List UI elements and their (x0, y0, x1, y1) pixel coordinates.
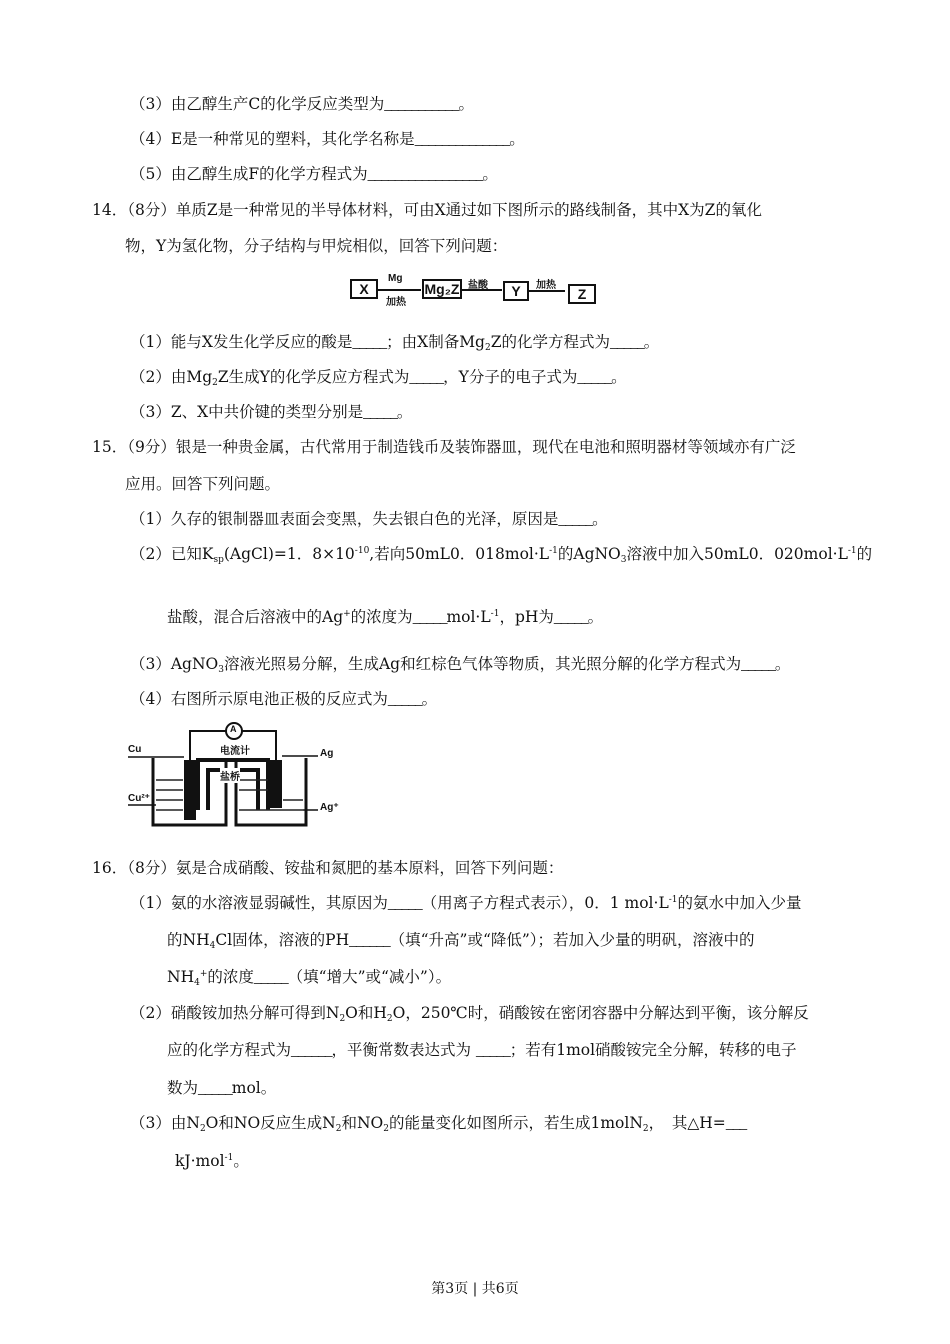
answer-blank: ______ (291, 1042, 332, 1059)
text-sub: 2 (642, 1124, 649, 1134)
text-line (167, 930, 755, 951)
text-line (167, 1040, 797, 1061)
text-line (125, 236, 507, 256)
answer-blank: _____ (558, 511, 593, 528)
text-run: 溶液中加入50mL0．020mol·L (626, 545, 848, 563)
flow-arrow (377, 289, 421, 291)
flow-edge-label: 加热 (536, 280, 556, 291)
text-sub: 2 (484, 343, 491, 353)
text-line (130, 893, 802, 914)
answer-blank: _____ (741, 656, 775, 673)
answer-blank: _____ (610, 334, 644, 351)
text-run: （填“升高”或“降低”）；若加入少量的明矾，溶液中的 (389, 931, 755, 949)
text-run: 的氨水中加入少量 (677, 894, 802, 912)
text-run: 。 (396, 403, 413, 421)
text-run: 和NO (341, 1114, 384, 1132)
ammeter-label: 电流计 (220, 746, 250, 757)
right-solution-label: Ag⁺ (320, 802, 339, 813)
text-run: O和H (345, 1004, 387, 1022)
answer-blank: _____ (475, 1042, 510, 1059)
text-run: 。 (509, 130, 525, 148)
text-run: NH (167, 968, 195, 986)
salt-bridge-label: 盐桥 (220, 768, 240, 783)
text-run: （2）已知K (130, 545, 214, 563)
answer-blank: ___________ (384, 96, 459, 113)
right-electrode-label: Ag (320, 748, 334, 759)
answer-blank: ______ (349, 932, 390, 949)
answer-blank: _____ (352, 334, 387, 351)
text-run: (AgCl)=1．8×10 (223, 545, 355, 563)
text-sup: -1 (549, 546, 558, 556)
text-run: mol·L (446, 608, 491, 626)
text-sub: 2 (339, 1014, 346, 1024)
flow-node-x: X (350, 279, 378, 299)
text-run: 应的化学方程式为 (167, 1041, 292, 1059)
text-run: 16．（8分）氨是合成硝酸、铵盐和氮肥的基本原料，回答下列问题： (92, 859, 564, 877)
text-run: O和NO反应生成N (205, 1114, 336, 1132)
text-run: ， 其△H= (648, 1114, 726, 1132)
text-line (130, 94, 474, 115)
text-sub: 3 (218, 665, 224, 675)
text-run: 的浓度为 (350, 608, 413, 626)
flow-diagram (350, 270, 610, 310)
text-line (130, 654, 790, 675)
answer-blank: _____ (553, 609, 588, 626)
text-run: ，平衡常数表达式为 (331, 1041, 476, 1059)
text-line (130, 367, 627, 388)
text-sup: -10 (354, 546, 370, 556)
text-sub: 2 (383, 1124, 389, 1134)
galvanic-cell-diagram (128, 720, 338, 832)
text-sup: -1 (224, 1153, 234, 1163)
text-line (167, 1078, 276, 1099)
text-run: 盐酸，混合后溶液中的Ag (167, 608, 344, 626)
flow-node-y: Y (503, 281, 529, 301)
text-run: （2）由Mg (130, 368, 213, 386)
text-run: 的 (856, 545, 873, 563)
text-sub: 4 (194, 978, 200, 988)
text-run: 15．（9分）银是一种贵金属，古代常用于制造钱币及装饰器皿，现代在电池和照明器材等领域亦有广泛 (92, 438, 796, 456)
text-sub: 2 (199, 1124, 206, 1134)
text-sup: -1 (490, 609, 500, 619)
text-line (92, 200, 762, 220)
text-line (130, 332, 659, 353)
text-run: （2）硝酸铵加热分解可得到N (130, 1004, 340, 1022)
text-run: 的NH (167, 931, 210, 949)
text-line (92, 437, 796, 457)
answer-blank: _________________ (367, 166, 483, 183)
text-line (130, 1003, 809, 1023)
text-run: （3）由N (130, 1114, 200, 1132)
flow-node-mg2z: Mg₂Z (422, 279, 462, 299)
text-run: Z生成Y的化学反应方程式为 (217, 368, 410, 386)
text-run: ,若向50mL0．018mol·L (369, 545, 550, 563)
text-line (130, 164, 498, 185)
text-sup: + (199, 969, 208, 979)
answer-blank: _____ (387, 691, 422, 708)
text-run: 。 (587, 608, 604, 626)
text-run: 14．（8分）单质Z是一种常见的半导体材料，可由X通过如下图所示的路线制备，其中X为Z的氧化 (92, 201, 762, 219)
text-run: （3）由乙醇生产C的化学反应类型为 (130, 95, 385, 113)
left-solution-label: Cu²⁺ (128, 793, 150, 804)
text-line (175, 1151, 249, 1171)
page-footer: 第3页 | 共6页 (431, 1281, 519, 1297)
flow-node-z: Z (568, 284, 596, 304)
flow-edge-label: 盐酸 (468, 280, 488, 291)
text-run: ；由X制备Mg (386, 333, 485, 351)
text-run: 。 (482, 165, 498, 183)
text-line (130, 402, 412, 423)
text-run: ，pH为 (499, 608, 554, 626)
flow-edge-label: Mg (388, 273, 403, 284)
text-sup: -1 (847, 546, 857, 556)
text-run: 溶液光照易分解，生成Ag和红棕色气体等物质，其光照分解的化学方程式为 (223, 655, 742, 673)
text-run: （3）Z、X中共价键的类型分别是 (130, 403, 364, 421)
left-electrode-label: Cu (128, 744, 142, 755)
text-run: 。 (611, 368, 627, 386)
text-sub: 2 (335, 1124, 342, 1134)
text-line (167, 607, 603, 628)
text-run: kJ·mol (175, 1152, 225, 1170)
text-run: 。 (643, 333, 660, 351)
text-sup: + (343, 609, 351, 619)
answer-blank: _____ (198, 1080, 232, 1097)
text-run: 。 (233, 1152, 249, 1170)
text-line (130, 1113, 746, 1134)
text-run: 。 (421, 690, 438, 708)
text-line (130, 129, 525, 150)
answer-blank: _____ (253, 969, 288, 986)
text-run: mol。 (231, 1079, 277, 1097)
text-run: 的AgNO (557, 545, 621, 563)
answer-blank: _____ (409, 369, 444, 386)
ammeter-symbol: A (230, 724, 237, 734)
text-run: 的浓度 (207, 968, 254, 986)
answer-blank: _____ (363, 404, 397, 421)
text-line (130, 509, 608, 530)
text-run: 。 (458, 95, 474, 113)
text-run: 。 (592, 510, 608, 528)
text-sub: 4 (209, 941, 216, 951)
text-line (130, 544, 872, 564)
text-run: 的能量变化如图所示，若生成1molN (388, 1114, 643, 1132)
text-line (92, 858, 563, 878)
text-run: 数为 (167, 1079, 199, 1097)
text-run: ，Y分子的电子式为 (443, 368, 578, 386)
answer-blank: _____ (577, 369, 612, 386)
text-sup: -1 (668, 895, 678, 905)
answer-blank: ___ (725, 1115, 747, 1132)
text-sub: 2 (212, 378, 218, 388)
text-run: （1）久存的银制器皿表面会变黑，失去银白色的光泽，原因是 (130, 510, 559, 528)
text-run: Cl固体，溶液的PH (215, 931, 350, 949)
answer-blank: _____ (412, 609, 447, 626)
text-run: （3）AgNO (130, 655, 219, 673)
text-run: （1）能与X发生化学反应的酸是 (130, 333, 353, 351)
text-run: （5）由乙醇生成F的化学方程式为 (130, 165, 368, 183)
text-run: 。 (774, 655, 791, 673)
text-sub: sp (213, 555, 224, 565)
text-run: （用离子方程式表示），0．1 mol·L (421, 894, 669, 912)
flow-edge-label: 加热 (386, 297, 406, 308)
text-run: O，250℃时，硝酸铵在密闭容器中分解达到平衡，该分解反 (392, 1004, 809, 1022)
text-run: （4）右图所示原电池正极的反应式为 (130, 690, 388, 708)
text-run: 应用。回答下列问题。 (125, 475, 281, 493)
text-run: （1）氨的水溶液显弱碱性，其原因为 (130, 894, 388, 912)
text-line (167, 967, 451, 988)
text-run: （4）E是一种常见的塑料，其化学名称是 (130, 130, 415, 148)
text-run: 物，Y为氢化物，分子结构与甲烷相似，回答下列问题： (125, 237, 508, 255)
answer-blank: ______________ (414, 131, 510, 148)
text-run: （填“增大”或“减小”）。 (287, 968, 452, 986)
text-run: Z的化学方程式为 (490, 333, 610, 351)
text-run: ；若有1mol硝酸铵完全分解，转移的电子 (509, 1041, 797, 1059)
text-line (130, 689, 437, 710)
text-sub: 2 (386, 1014, 393, 1024)
text-line (125, 474, 280, 494)
answer-blank: _____ (387, 895, 422, 912)
text-sub: 3 (620, 555, 627, 565)
